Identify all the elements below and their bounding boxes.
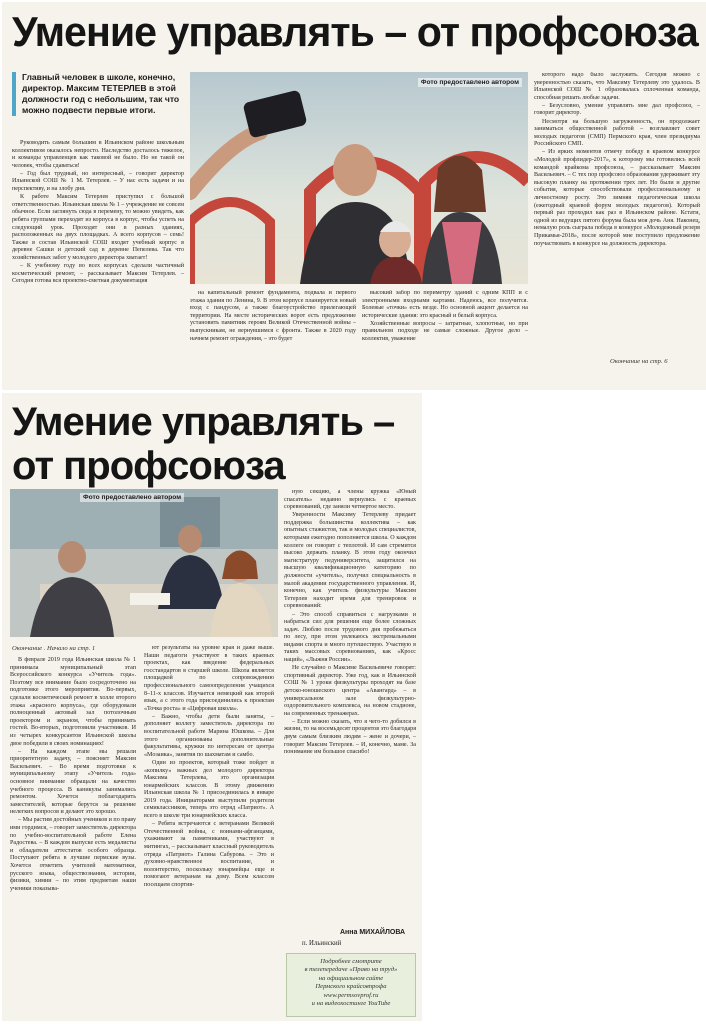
paragraph: Руководить самым большим в Ильинском районе школьным коллективом оказалось непросто. Наследство досталось тяжелое, и команды управленцев как таковой не было. Но не такой он человек, чтобы сдаваться! — [12, 140, 184, 169]
lead-paragraph: Главный человек в школе, конечно, директор. Максим ТЕТЕРЛЕВ в этой должности год с небольшим, так что можно подвести первые итоги. — [12, 72, 186, 116]
promo-line: Пермского крайсовпрофа — [315, 983, 387, 991]
paragraph: – Это способ справиться с нагрузками и набраться сил для решения еще более сложных задач. Люблю после трудового дня пробежаться по лесу, при этом увлекаюсь экстремальными видами спорта и много путешествую. Участвую в таких массовых соревнованиях, как «Кросс наций», «Лыжня России». — [284, 611, 416, 664]
paragraph: – Мы растим достойных учеников и по праву ими гордимся, – говорит заместитель директора по учебно-воспитательной работе Елена Радостева. – В каждом выпуске есть медалисты и обладатели аттестатов особого образца. Поступают ребята в лучшие пермские вузы. Хочется отметить учителей математики, русского языка, обществознания, истории, физики, химии – по этим предметам наши ученики показыва- — [10, 817, 136, 892]
paragraph: ют результаты на уровне края и даже выше. Наши педагоги участвуют в таких краевых проектах, как введение федеральных госстандартов в старшей школе. Школа является площадкой по сопровождению профессионального самоопределения учащихся 8–11-х классов. Изучается немецкий как второй язык, а с этого года присоединились к проектам «Точка роста» и «Цифровая школа». — [144, 645, 274, 712]
paragraph: Один из проектов, который тоже пойдет в «копилку» важных дел молодого директора Максима Тетерлева, это организация юнармейских классов. В этому движению Ильинская школа № 1 присоединилась в январе 2019 года. Инициаторами выступили родители семиклассников, теперь это отряд «Патриот». А всего в школе три юнармейских класса. — [144, 759, 274, 820]
article-column-2 — [144, 645, 274, 1019]
headline-line-2: от профсоюза — [12, 444, 285, 488]
paragraph: – Год был трудный, но интересный, – говорит директор Ильинской СОШ № 1 М. Тетерлев. – У нас есть задачи и на перспективу, и на злобу дня. — [12, 170, 184, 193]
paragraph: – Если можно сказать, что я чего-то добился в жизни, то на восемьдесят процентов это благодаря двум самым близким людям – жене и дочери, – говорит Максим Тетерлев. – И, конечно, маме. За понимание им большое спасибо! — [284, 718, 416, 756]
paragraph: – Из ярких моментов отмечу победу в краевом конкурсе «Молодой профлидер-2017», к которому мы готовились всей командой крайкома профсоюза, – рассказывает Максим Васильевич. – С тех пор профсоюз образования удерживает эту высокую планку на протяжении трех лет. Но были и другие события, которые способствовали профессиональному и личностному росту. Это зимняя педагогическая школа (ежегодный краевой форум молодых педагогов). Который первый раз проходил как раз в Ильинском районе. Кстати, одной из ведущих пятого форума была моя дочь Аня. Наконец, немалую роль сыграла победа в конкурсе «Молодежный резерв Прикамья-2018», после которой мне поступило предложение поучаствовать в конкурсе на должность директора. — [534, 149, 700, 247]
paragraph: – Ребята встречаются с ветеранами Великой Отечественной войны, с воинами-афганцами, ухаживают за памятниками, участвуют в митингах, – рассказывает классный руководитель отряда «Патриот» Галина Сабурова. – Это и духовно-нравственное воспитание, и волонтерство, поскольку юнармейцы еще и помогают ветеранам на дому. Всем классом посещаем спортив- — [144, 821, 274, 888]
paragraph: которого надо было заслужить. Сегодня можно с уверенностью сказать, что Максиму Тетерлеву это удалось. В Ильинской СОШ № 1 образовалась сплоченная команда, способная решать любые задачи. — [534, 72, 700, 101]
photo-credit: Фото предоставлено автором — [418, 78, 522, 87]
article-column-3 — [284, 489, 416, 923]
selfie-photo-image — [190, 72, 528, 284]
paragraph: К работе Максим Тетерлев приступил с большой ответственностью. Ильинская школа № 1 – учреждение не совсем обычное. Если заглянуть сюда в перемену, то можно увидеть, как ребята группами переходят из корпуса в корпус, чтобы успеть на следующий урок. Проходят они в разных зданиях, расположенных на двух площадках. А всего корпусов – семь! Также в состав Ильинской СОШ входят учебный корпус в деревне Сашки и детский сад в деревне Пепелева. Так что хозяйственных забот у молодого директора хватает! — [12, 194, 184, 261]
headline-line-1: Умение управлять – — [12, 400, 395, 444]
article-photo-meeting — [10, 489, 278, 637]
paragraph: В феврале 2019 года Ильинская школа № 1 принимала муниципальный этап Всероссийского конкурса «Учитель года». Поэтому все внимание было сосредоточено на подготовке этого мероприятия. Во-первых, сделали косметический ремонт в холле второго этажа «красного корпуса», где оборудовали полноценный актовый зал потолочным проектором и экраном, чтобы принимать гостей. Во-вторых, подготовили участников. И из четырех конкурсантов Ильинской школы двое победили в своих номинациях! — [10, 657, 136, 747]
promo-link[interactable]: www.permsovprof.ru — [323, 991, 379, 999]
paragraph: Несмотря на большую загруженность, он продолжает заниматься общественной работой – возглавляет совет молодых педагогов (СМП) Пермского края, член президиума Российского СМП. — [534, 118, 700, 148]
article-author: Анна МИХАЙЛОВА — [340, 929, 406, 936]
article-column-1 — [10, 657, 136, 1019]
paragraph: Не случайно о Максиме Васильевиче говорят: спортивный директор. Уже год, как в Ильинской СОШ № 1 уроки физкультуры проходят на базе детско-юношеского центра «Авангард» – в универсальном зале физкультурно-оздоровительного комплекса, на новом стадионе, на современных тренажерах. — [284, 665, 416, 717]
paragraph: ную секцию, а члены кружка «Юный спасатель» недавно вернулись с краевых соревнований, где заняли четвертое место. — [284, 489, 416, 511]
clipping-continuation-page — [2, 393, 422, 1021]
continued-note: Окончание на стр. 6 — [610, 358, 668, 365]
author-location: п. Ильинский — [302, 940, 342, 947]
paragraph: – Важно, чтобы дети были заняты, – дополняет коллегу заместитель директора по воспитательной работе Марина Юшкова. – Для этого организованы дополнительные факультативы, кружки по интересам от центра «Мозаика», занятия по шахматам и самбо. — [144, 713, 274, 758]
promo-line: Подробнее смотрите — [320, 958, 382, 965]
article-column-2 — [190, 290, 356, 372]
paragraph: высокий забор по периметру зданий с одним КПП и с электронными входными картами. Надеюсь, все получится. Болевые «точки» есть везде. Но основной акцент делается на исторические здания: это красный и белый корпуса. — [362, 290, 528, 319]
article-column-3 — [362, 290, 528, 372]
paragraph: Уверенности Максиму Тетерлеву придает поддержка большинства коллектива – как опытных стажистов, так и молодых специалистов, которыми ежегодно пополняется школа. О каждом коллеге он говорит с теплотой. И сам стремится высоко держать планку. В этом году окончил магистратуру педуниверситета, защитился на высшую квалификационную категорию по должности «учитель», получил специальность в малой академии государственного управления. И, конечно, как учитель физкультуры Максим Тетерлев находит время для тренировок и соревнований: — [284, 512, 416, 610]
promo-line: и на видеохостинге YouTube — [311, 1000, 391, 1008]
article-column-1 — [12, 140, 184, 372]
article-photo-selfie — [190, 72, 528, 284]
paragraph: на капитальный ремонт фундамента, подвала и первого этажа здания по Ленина, 9. В этом корпусе планируется новый вход с пандусом, а также благоустройство прилегающей территории. На месте исторических ворот есть предложение установить памятник героям Великой Отечественной войны – выпускникам, не вернувшимся с фронта. Также в 2020 году начнем ремонт ограждения, – это будет — [190, 290, 356, 342]
paragraph: Хозяйственные вопросы – затратные, хлопотные, но при правильном подходе не самые сложные. Другое дело – коллектив, уважение — [362, 320, 528, 343]
promo-box — [286, 953, 416, 1017]
headline: Умение управлять – от профсоюза — [12, 8, 698, 55]
paragraph: – На каждом этапе мы решали приоритетную задачу, – поясняет Максим Васильевич. – Во время подготовки к муниципальному этапу «Учитель года» основное внимание обращали на качество учебного процесса. В каникулы занимались ремонтом. Хочется поблагодарить заместителей, которые берутся за решение нелегких вопросов и делают это хорошо. — [10, 748, 136, 816]
promo-line: в телепередаче «Право на труд» — [304, 966, 398, 974]
paragraph: – Безусловно, умение управлять мне дал профсоюз, – говорит директор. — [534, 102, 700, 117]
photo-credit: Фото предоставлено автором — [80, 493, 184, 502]
article-column-4 — [534, 72, 700, 354]
promo-line: на официальном сайте — [318, 974, 384, 982]
continued-from-note: Окончание . Начало на стр. 1 — [12, 645, 96, 652]
paragraph: – К учебному году во всех корпусах сделали частичный косметический ремонт, – рассказывает Максим Тетерлев. – Сегодня готова вся проектно-сметная документация — [12, 263, 184, 285]
clipping-front-page — [2, 2, 706, 390]
meeting-photo-image — [10, 489, 278, 637]
